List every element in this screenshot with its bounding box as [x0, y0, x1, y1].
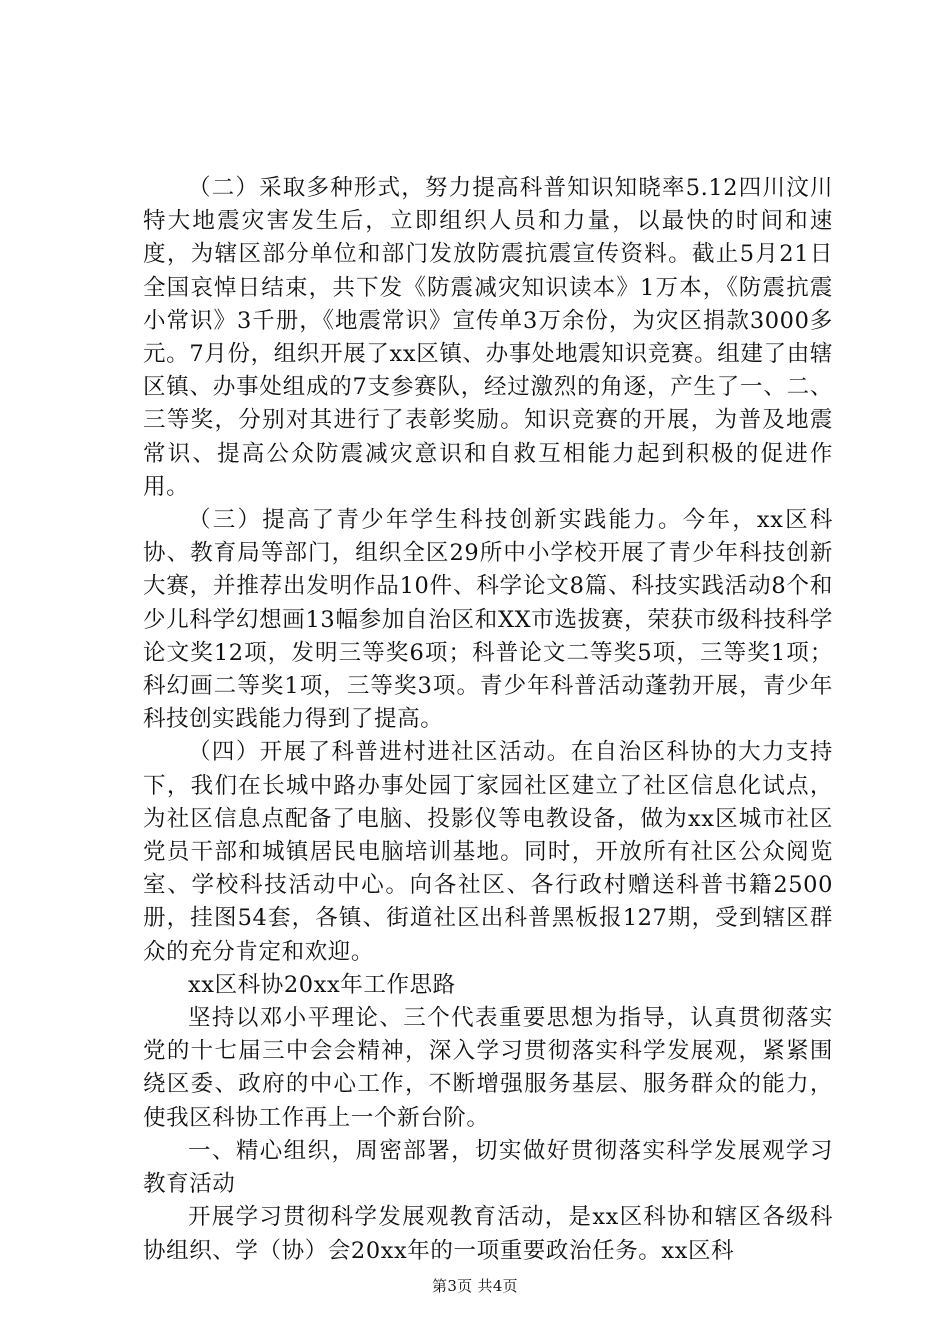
document-body	[143, 172, 833, 1268]
page-number-footer: 第3页 共4页	[432, 1277, 518, 1295]
paragraph-section-3: （三）提高了青少年学生科技创新实践能力。今年，xx区科协、教育局等部门，组织全区29所中小学校开展了青少年科技创新大赛，并推荐出发明作品10件、科学论文8篇、科技实践活动8个和少儿科学幻想画13幅参加自治区和XX市选拔赛，荣获市级科技科学论文奖12项，发明三等奖6项；科普论文二等奖5项，三等奖1项；科幻画二等奖1项，三等奖3项。青少年科普活动蓬勃开展，青少年科技创实践能力得到了提高。	[143, 507, 833, 733]
paragraph-education-activity: 开展学习贯彻科学发展观教育活动，是xx区科协和辖区各级科协组织、学（协）会20xx年的一项重要政治任务。xx区科	[143, 1204, 833, 1264]
subsection-heading: 一、精心组织，周密部署，切实做好贯彻落实科学发展观学习教育活动	[143, 1137, 833, 1198]
paragraph-guiding-principle: 坚持以邓小平理论、三个代表重要思想为指导，认真贯彻落实党的十七届三中会会精神，深入学习贯彻落实科学发展观，紧紧围绕区委、政府的中心工作，不断增强服务基层、服务群众的能力，使我区科协工作再上一个新台阶。	[143, 1005, 833, 1131]
paragraph-section-2: （二）采取多种形式，努力提高科普知识知晓率5.12四川汶川特大地震灾害发生后，立即组织人员和力量，以最快的时间和速度，为辖区部分单位和部门发放防震抗震宣传资料。截止5月21日全国哀悼日结束，共下发《防震减灾知识读本》1万本，《防震抗震小常识》3千册，《地震常识》宣传单3万余份，为灾区捐款3000多元。7月份，组织开展了xx区镇、办事处地震知识竞赛。组建了由辖区镇、办事处组成的7支参赛队，经过激烈的角逐，产生了一、二、三等奖，分别对其进行了表彰奖励。知识竞赛的开展，为普及地震常识、提高公众防震减灾意识和自救互相能力起到积极的促进作用。	[143, 175, 833, 500]
section-heading: xx区科协20xx年工作思路	[188, 971, 456, 998]
paragraph-section-4: （四）开展了科普进村进社区活动。在自治区科协的大力支持下，我们在长城中路办事处园丁家园社区建立了社区信息化试点，为社区信息点配备了电脑、投影仪等电教设备，做为xx区城市社区党员干部和城镇居民电脑培训基地。同时，开放所有社区公众阅览室、学校科技活动中心。向各社区、各行政村赠送科普书籍2500册，挂图54套，各镇、街道社区出科普黑板报127期，受到辖区群众的充分肯定和欢迎。	[143, 739, 833, 965]
